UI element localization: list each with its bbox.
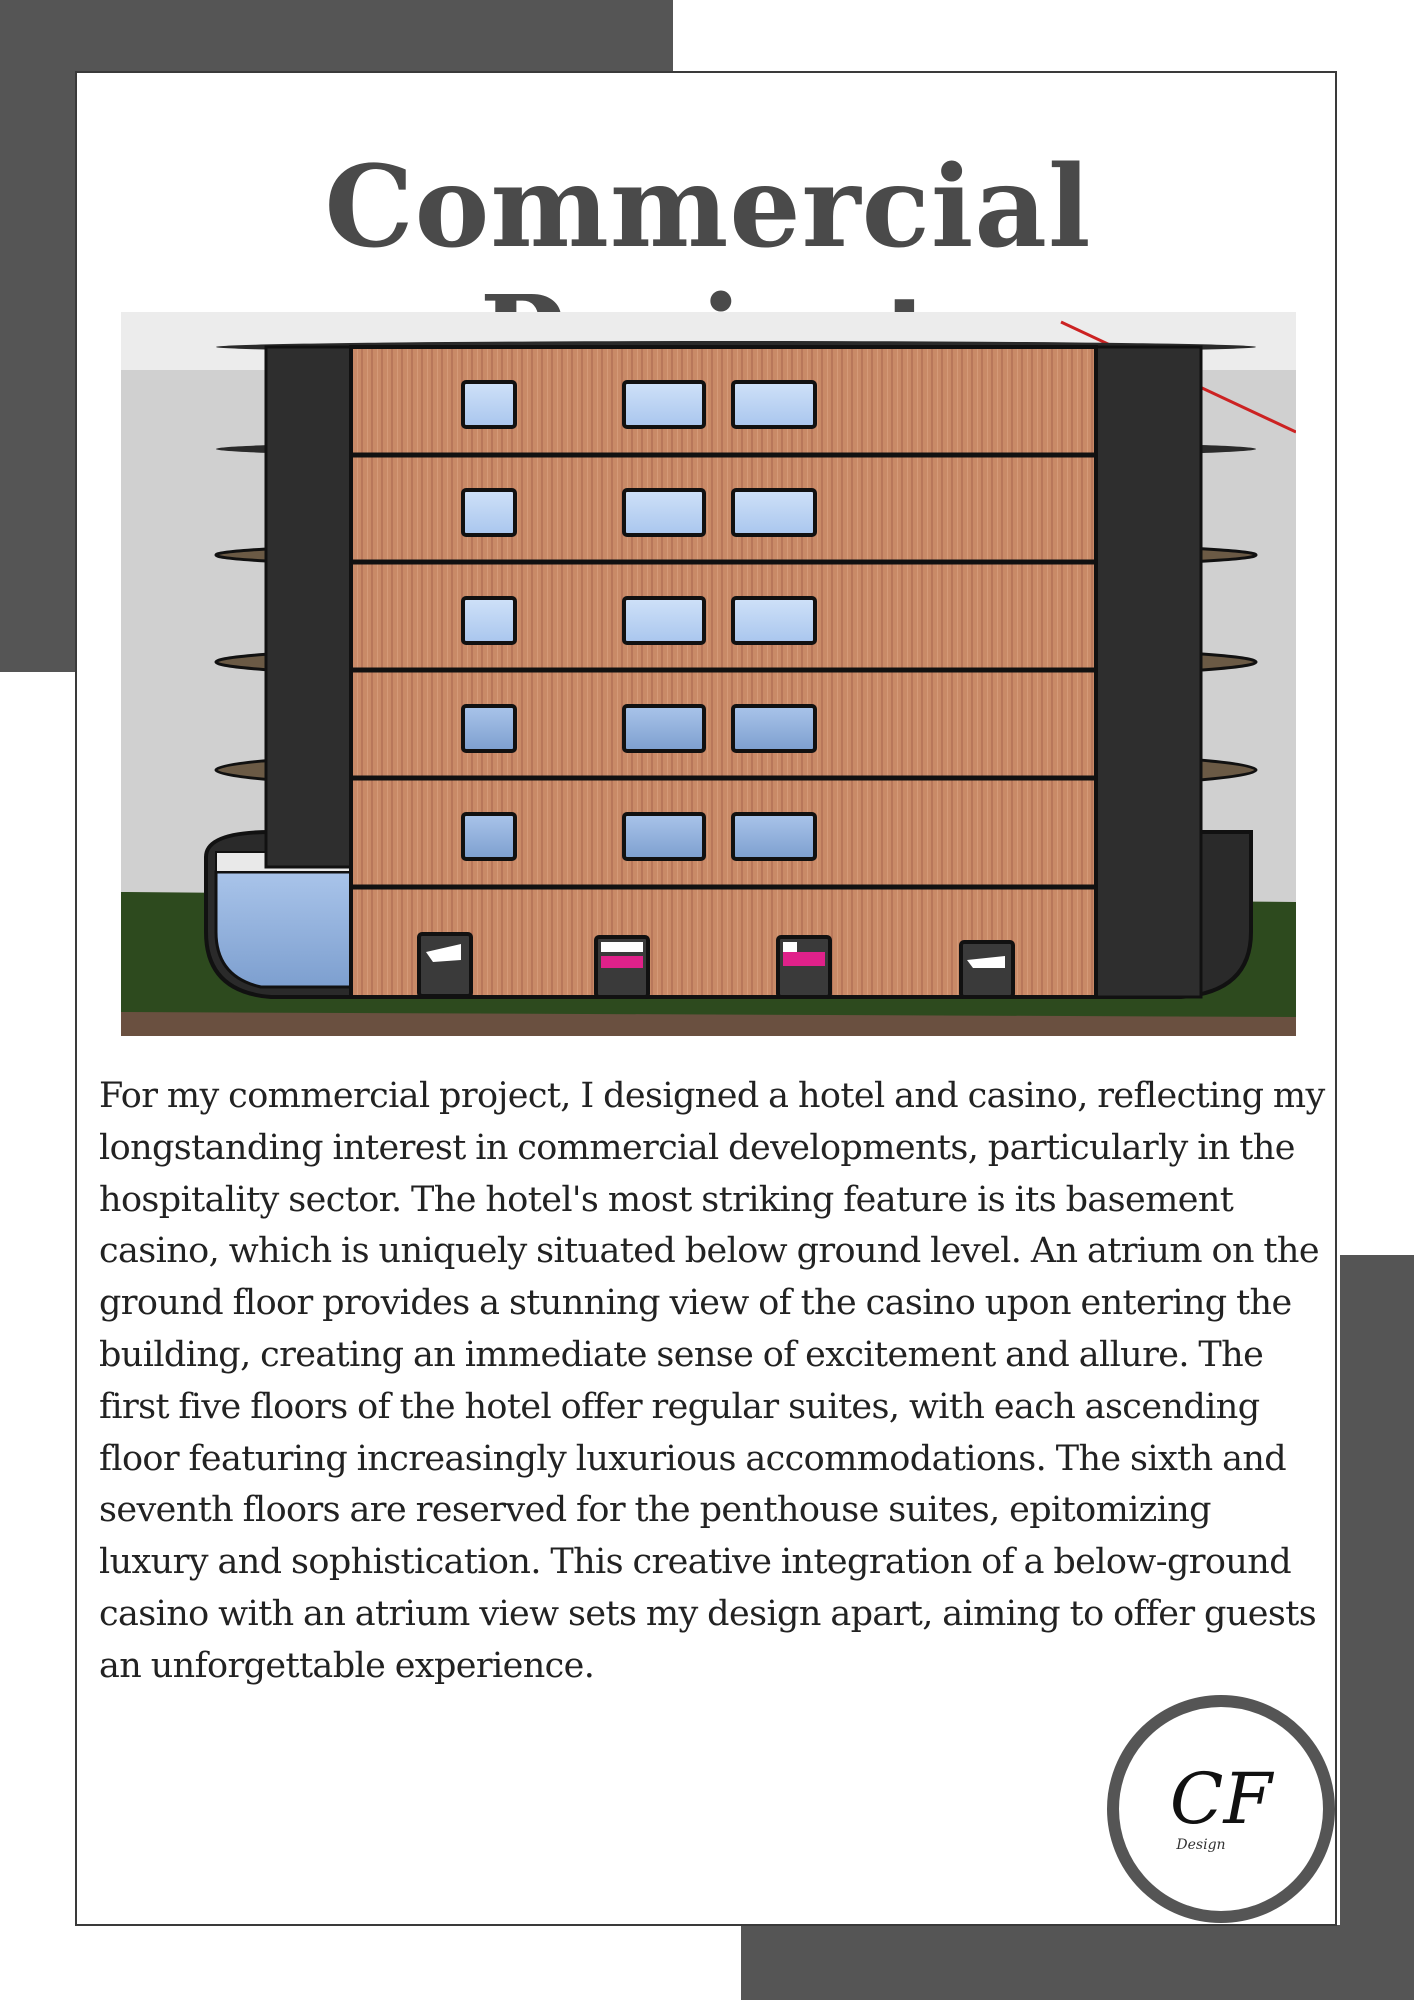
building-rendering xyxy=(121,312,1296,1036)
decor-block-bottom xyxy=(741,1925,1414,2000)
logo-subtitle: Design xyxy=(1176,1837,1226,1853)
hotel-building-illustration xyxy=(121,312,1296,1036)
project-description: For my commercial project, I designed a hotel and casino, reflecting my longstanding interest in commercial developments, particularly in the hospitality sector. The hotel's most striking feature is its basement casino, which is uniquely situated below ground level. An atrium on the ground floor provides a stunning view of the casino upon entering the building, creating an immediate sense of excitement and allure. The first five floors of the hotel offer regular suites, with each ascending floor featuring increasingly luxurious accommodations. The sixth and seventh floors are reserved for the penthouse suites, epitomizing luxury and sophistication. This creative integration of a below-ground casino with an atrium view sets my design apart, aiming to offer guests an unforgettable experience. xyxy=(99,1076,1325,1686)
cf-design-logo xyxy=(1105,1693,1337,1925)
decor-block-right xyxy=(1340,1255,1414,2000)
logo-monogram: CF xyxy=(1169,1758,1273,1840)
logo-emblem xyxy=(1105,1693,1337,1925)
content-card xyxy=(75,71,1337,1926)
page-title: Commercial xyxy=(324,142,1092,273)
